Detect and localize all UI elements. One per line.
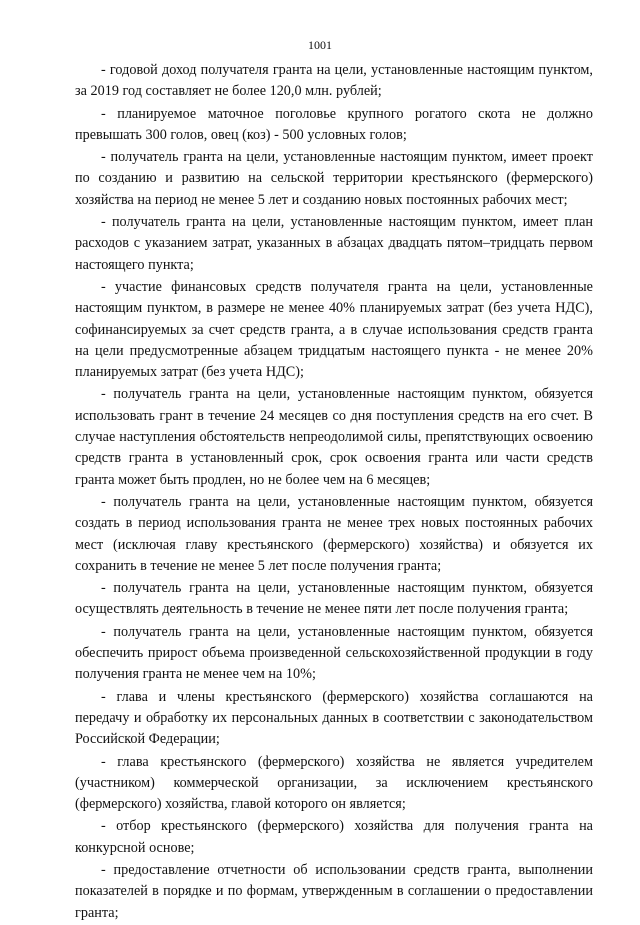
page-number: 1001 xyxy=(308,38,332,52)
paragraph-5: - участие финансовых средств получателя гранта на цели, установленные настоящим пунктом, в размере не менее 40% планируемых затрат (без учета НДС), софинансируемых за счет средств гранта, а в случае использования средств гранта на цели предусмотренные абзацем тридцатым настоящего пункта - не менее 20% планируемых затрат (без учета НДС); xyxy=(75,278,593,381)
paragraph-2: - планируемое маточное поголовье крупного рогатого скота не должно превышать 300 голов, овец (коз) - 500 условных голов; xyxy=(75,105,593,143)
paragraph-3: - получатель гранта на цели, установленные настоящим пунктом, имеет проект по созданию и развитию на сельской территории крестьянского (фермерского) хозяйства на период не менее 5 лет и созданию новых постоянных рабочих мест; xyxy=(75,149,593,208)
paragraph-12: - отбор крестьянского (фермерского) хозяйства для получения гранта на конкурсной основе; xyxy=(75,818,593,856)
paragraph-6: - получатель гранта на цели, установленные настоящим пунктом, обязуется использовать грант в течение 24 месяцев со дня поступления средств на его счет. В случае наступления обстоятельств непреодолимой силы, препятствующих освоению средств гранта в установленный срок, срок освоения гранта или части средств гранта может быть продлен, но не более чем на 6 месяцев; xyxy=(75,386,593,488)
paragraph-11: - глава крестьянского (фермерского) хозяйства не является учредителем (участником) коммерческой организации, за исключением крестьянского (фермерского) хозяйства, главой которого он является; xyxy=(75,753,593,813)
paragraph-9: - получатель гранта на цели, установленные настоящим пунктом, обязуется обеспечить прирост объема произведенной сельскохозяйственной продукции в году получения гранта не менее чем на 10%; xyxy=(75,623,593,683)
paragraph-13: - предоставление отчетности об использовании средств гранта, выполнении показателей в порядке и по формам, утвержденным в соглашении о предоставлении гранта; xyxy=(75,861,593,921)
paragraph-8: - получатель гранта на цели, установленные настоящим пунктом, обязуется осуществлять деятельность в течение не менее пяти лет после получения гранта; xyxy=(75,580,593,618)
paragraph-7: - получатель гранта на цели, установленные настоящим пунктом, обязуется создать в период использования гранта не менее трех новых постоянных рабочих мест (исключая главу крестьянского (фермерского) хозяйства) и обязуется их сохранить в течение не менее 5 лет после получения гранта; xyxy=(75,493,593,574)
paragraph-10: - глава и члены крестьянского (фермерского) хозяйства соглашаются на передачу и обработку их персональных данных в соответствии с законодательством Российской Федерации; xyxy=(75,688,593,748)
document-body xyxy=(75,60,593,925)
paragraph-1: - годовой доход получателя гранта на цели, установленные настоящим пунктом, за 2019 год составляет не более 120,0 млн. рублей; xyxy=(75,62,593,100)
paragraph-4: - получатель гранта на цели, установленные настоящим пунктом, имеет план расходов с указанием затрат, указанных в абзацах двадцать пятом–тридцать первом настоящего пункта; xyxy=(75,214,593,273)
